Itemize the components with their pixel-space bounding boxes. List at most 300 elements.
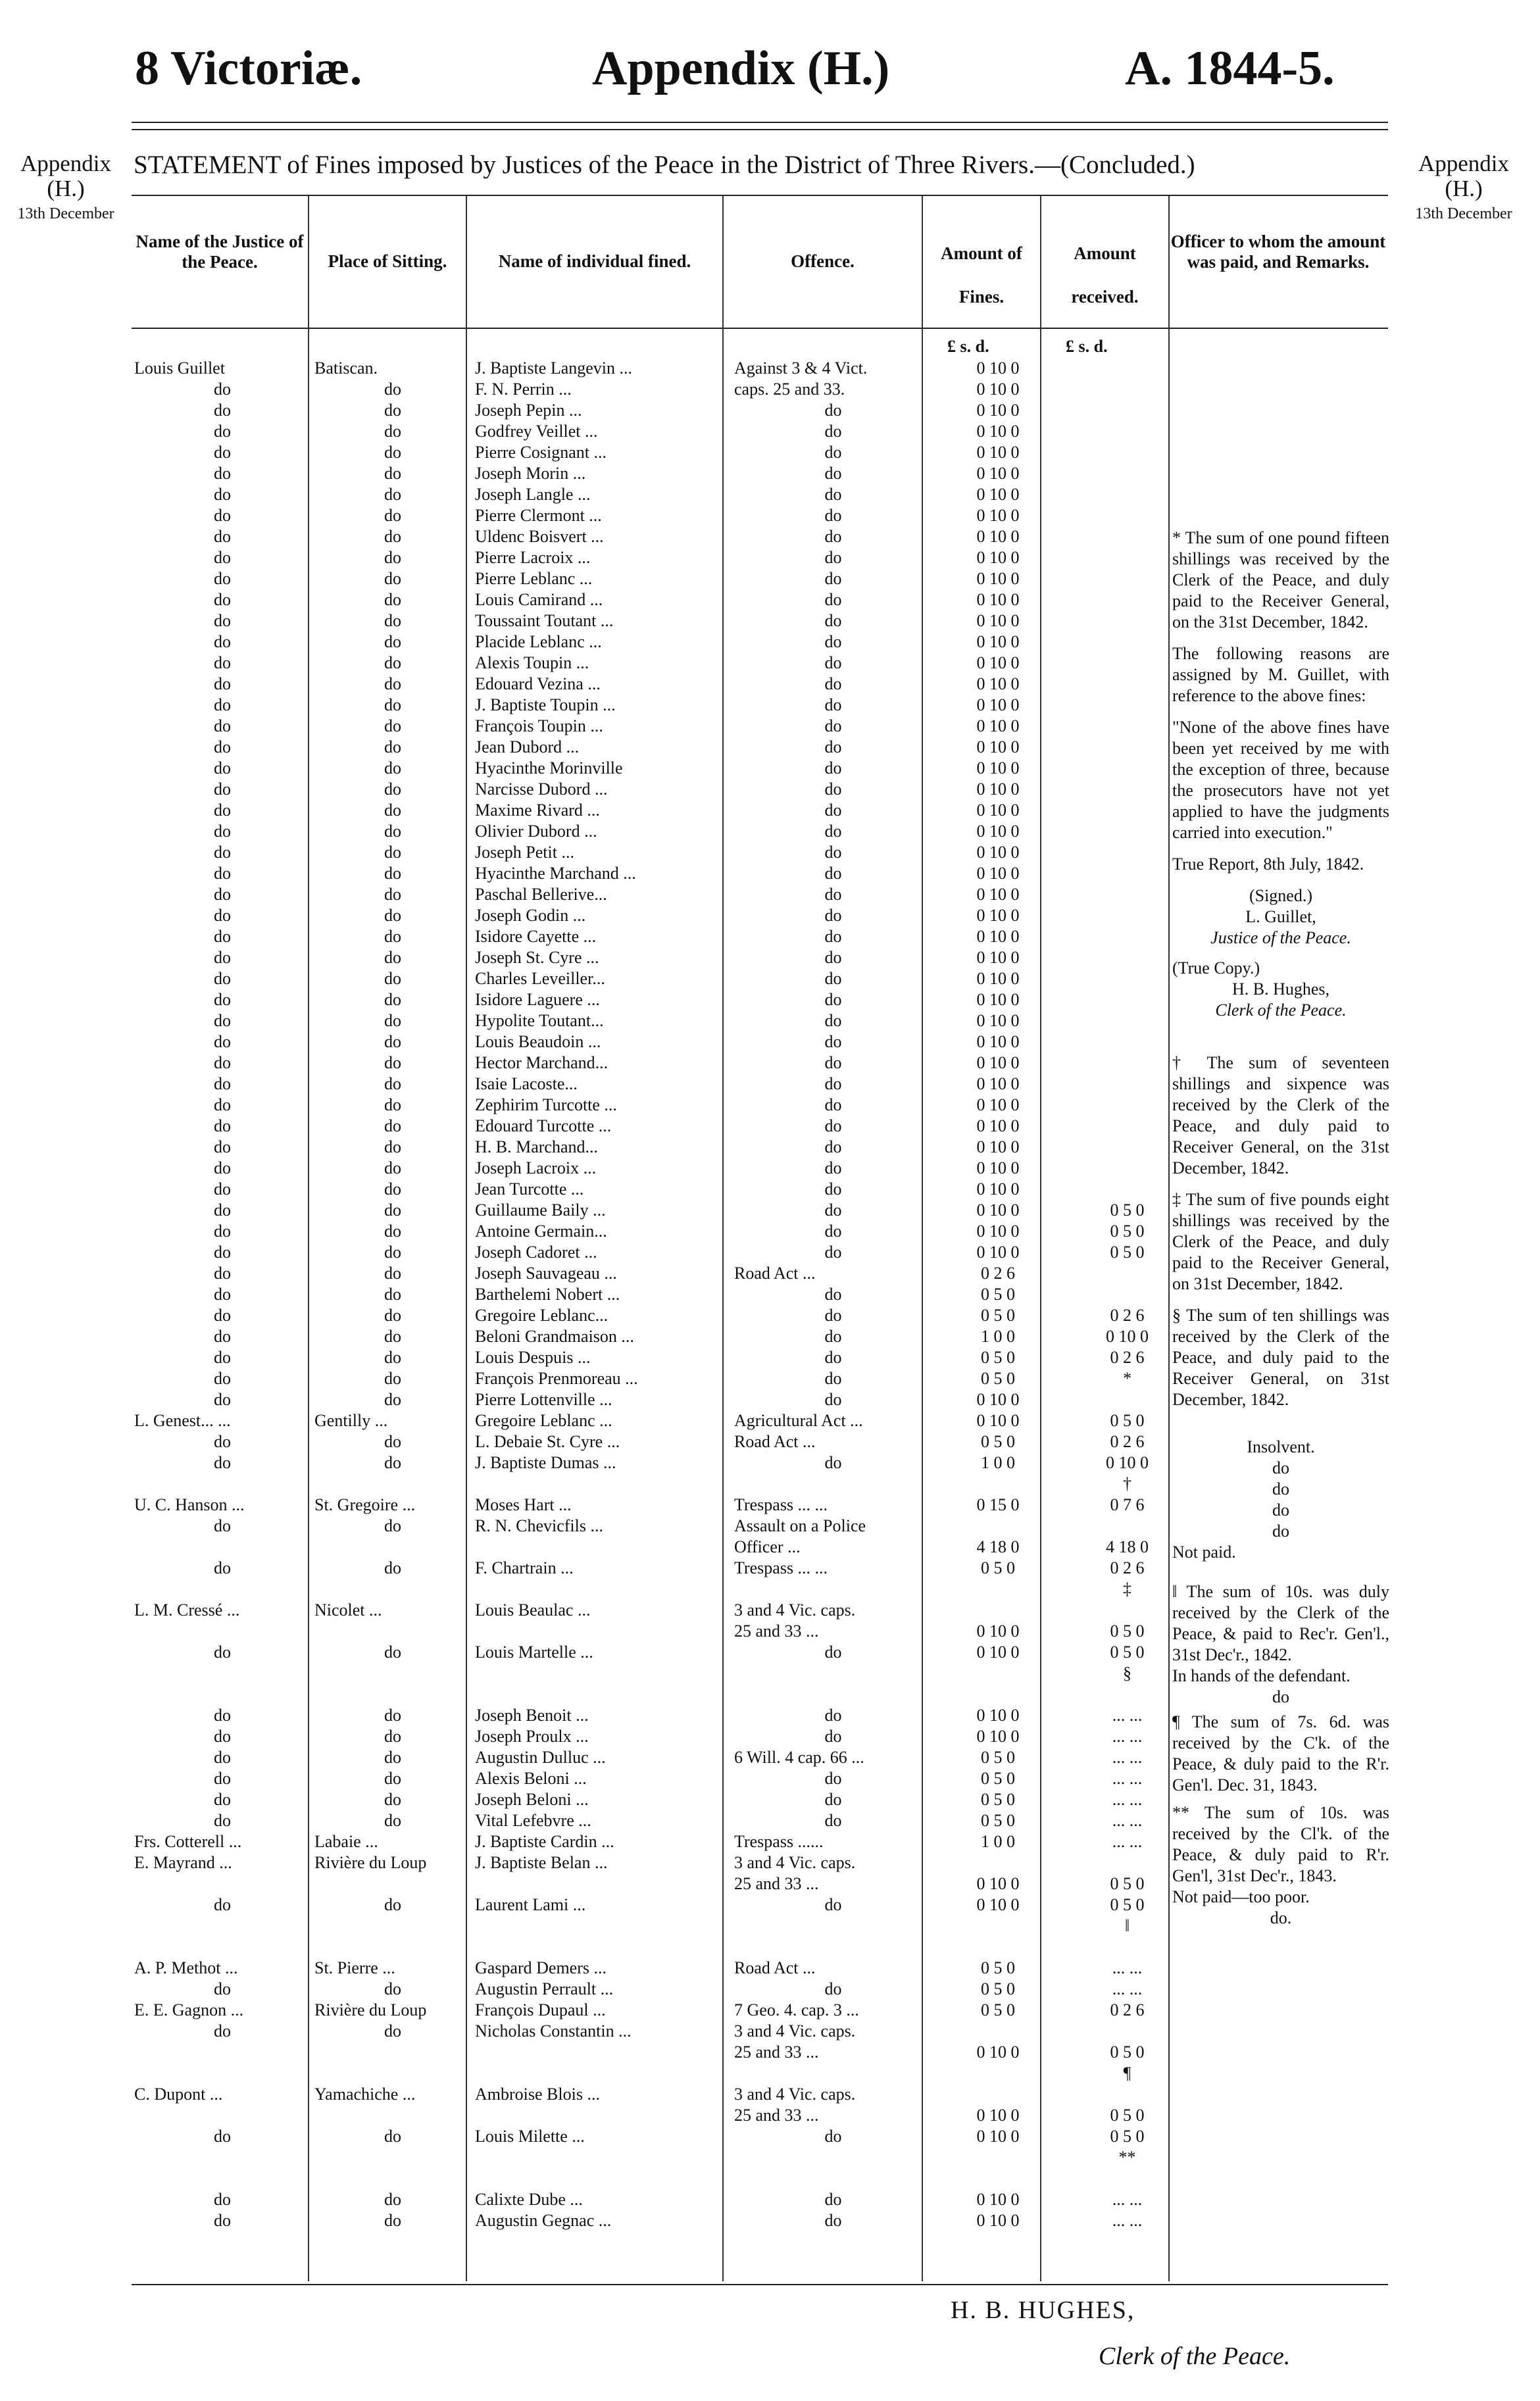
amount-fine-cell: 0 10 0 — [976, 822, 1020, 841]
offence-cell: do — [824, 653, 842, 672]
justice-cell — [132, 1473, 310, 1495]
amount-received-cell: † — [1123, 1474, 1131, 1493]
offence-cell: do — [824, 527, 842, 546]
table-row — [132, 884, 1191, 905]
amount-fine-cell: 0 10 0 — [976, 401, 1020, 420]
offence-cell — [730, 1937, 932, 1958]
place-cell: Rivière du Loup — [314, 2000, 427, 2019]
offence-cell: do — [824, 801, 842, 820]
justice-cell: do — [214, 1032, 231, 1051]
amount-received-cell: ... ... — [1112, 1727, 1143, 1746]
place-cell: do — [384, 927, 401, 946]
offence-cell: do — [824, 1095, 842, 1114]
table-row — [132, 1916, 1191, 1937]
offence-cell: 3 and 4 Vic. caps. — [734, 1600, 856, 1620]
table-row — [132, 400, 1191, 421]
col-amount-fines-header: Amount of Fines. — [941, 243, 1022, 307]
table-row — [132, 631, 1191, 653]
table-row — [132, 2147, 1191, 2168]
individual-cell: Joseph Proulx ... — [475, 1727, 589, 1746]
table-row — [132, 1431, 1191, 1452]
place-cell: do — [384, 1979, 401, 1998]
place-cell: do — [384, 1643, 401, 1662]
offence-cell: do — [824, 1706, 842, 1725]
offence-cell: Officer ... — [734, 1537, 801, 1556]
amount-received-cell: 0 2 6 — [1110, 2000, 1145, 2019]
place-cell: Rivière du Loup — [314, 1853, 427, 1872]
table-row — [132, 1558, 1191, 1579]
offence-cell: do — [824, 1769, 842, 1788]
amount-fine-cell: 0 5 0 — [981, 1285, 1015, 1304]
signature-name: H. B. HUGHES, — [951, 2296, 1135, 2324]
justice-cell: do — [214, 695, 231, 714]
individual-cell: Moses Hart ... — [475, 1495, 572, 1514]
individual-cell: Edouard Vezina ... — [475, 674, 601, 693]
table-row — [132, 526, 1191, 547]
individual-cell: Hypolite Toutant... — [475, 1011, 604, 1030]
amount-fine-cell: 0 10 0 — [976, 885, 1020, 904]
place-cell: do — [384, 716, 401, 735]
justice-cell: do — [214, 1769, 231, 1788]
amount-fine-cell: 0 10 0 — [976, 1643, 1020, 1662]
amount-fine-cell: 1 0 0 — [981, 1327, 1015, 1346]
offence-cell: do — [824, 632, 842, 651]
individual-cell — [471, 1916, 730, 1937]
offence-cell: do — [824, 2127, 842, 2146]
table-row — [132, 1726, 1191, 1747]
justice-cell: do — [214, 780, 231, 799]
individual-cell: L. Debaie St. Cyre ... — [475, 1432, 620, 1451]
amount-received-cell — [1064, 2084, 1191, 2105]
remark-note: The following reasons are assigned by M. Guillet, with reference to the above fines: — [1172, 644, 1389, 705]
amount-received-cell: ... ... — [1112, 1790, 1143, 1809]
place-cell: do — [384, 1137, 401, 1156]
individual-cell — [471, 1473, 730, 1495]
amount-fine-cell: 0 10 0 — [976, 906, 1020, 925]
individual-cell: Augustin Gegnac ... — [475, 2211, 612, 2230]
amount-received-cell: * — [1123, 1369, 1131, 1388]
offence-cell: caps. 25 and 33. — [734, 380, 845, 399]
justice-cell: do — [214, 990, 231, 1009]
table-row — [132, 2168, 1191, 2189]
justice-cell: do — [214, 1095, 231, 1114]
header-rule-2 — [132, 129, 1388, 130]
justice-cell: do — [214, 758, 231, 778]
amount-received-cell — [1064, 442, 1191, 463]
individual-cell: Beloni Grandmaison ... — [475, 1327, 634, 1346]
table-row — [132, 653, 1191, 674]
offence-cell: do — [824, 1979, 842, 1998]
side-h-label: (H.) — [1445, 176, 1483, 201]
amount-fine-cell: 0 10 0 — [976, 1053, 1020, 1072]
justice-cell: do — [214, 1074, 231, 1093]
justice-cell: do — [214, 1432, 231, 1451]
amount-fine-cell: 4 18 0 — [976, 1537, 1020, 1556]
amount-fine-cell: 0 5 0 — [981, 1369, 1015, 1388]
individual-cell: Maxime Rivard ... — [475, 801, 600, 820]
table-row — [132, 2084, 1191, 2105]
individual-cell: Calixte Dube ... — [475, 2190, 583, 2209]
amount-fine-cell: 0 10 0 — [976, 569, 1020, 588]
offence-cell: do — [824, 506, 842, 525]
individual-cell: Joseph St. Cyre ... — [475, 948, 599, 967]
table-row — [132, 2042, 1191, 2063]
table-row — [132, 1894, 1191, 1916]
offence-cell: do — [824, 401, 842, 420]
offence-cell: do — [824, 695, 842, 714]
remark-note: ** The sum of 10s. was received by the Cl'k. of the Peace, & duly paid to R'r. Gen'l, 31st Dec'r., 1843. — [1172, 1803, 1389, 1885]
place-cell: do — [384, 885, 401, 904]
place-cell: do — [384, 548, 401, 567]
amount-fine-cell: 0 10 0 — [976, 1074, 1020, 1093]
amount-fine-cell — [932, 2147, 1064, 2168]
amount-received-cell — [1064, 505, 1191, 526]
remark-note: § The sum of ten shillings was received by the Clerk of the Peace, and duly paid to the Receiver General, on 31st December, 1842. — [1172, 1306, 1389, 1409]
individual-cell: Louis Beaudoin ... — [475, 1032, 601, 1051]
justice-cell: do — [214, 1811, 231, 1830]
place-cell: do — [384, 1453, 401, 1472]
amount-fine-cell — [932, 1600, 1064, 1621]
amount-received-cell: 0 5 0 — [1110, 1895, 1145, 1914]
table-row — [132, 442, 1191, 463]
remark-note: ‖ The sum of 10s. was duly received by the Clerk of the Peace, & paid to Rec'r. Gen'l., 31st Dec'r., 1842. — [1172, 1582, 1389, 1664]
justice-cell: do — [214, 801, 231, 820]
justice-cell — [132, 2147, 310, 2168]
offence-cell: do — [824, 2190, 842, 2209]
remark-note: Clerk of the Peace. — [1215, 1001, 1347, 1020]
table-row — [132, 1516, 1191, 1537]
table-row — [132, 379, 1191, 400]
individual-cell — [471, 2042, 730, 2063]
place-cell: do — [384, 758, 401, 778]
justice-cell: do — [214, 927, 231, 946]
side-date: 13th December — [17, 205, 114, 222]
amount-fine-cell — [932, 1684, 1064, 1705]
individual-cell: Toussaint Toutant ... — [475, 611, 614, 630]
remark-note: † The sum of seventeen shillings and sixpence was received by the Clerk of the Peace, and duly paid to Receiver General, on the 31st December, 1842. — [1172, 1053, 1389, 1177]
offence-cell: do — [824, 611, 842, 630]
individual-cell: F. Chartrain ... — [475, 1558, 574, 1577]
remark-note: Insolvent. — [1247, 1437, 1315, 1456]
amount-fine-cell: 0 10 0 — [976, 359, 1020, 378]
offence-cell — [730, 1473, 932, 1495]
remark-note: do — [1272, 1522, 1289, 1541]
place-cell — [310, 1937, 471, 1958]
amount-fine-cell — [932, 1473, 1064, 1495]
place-cell: do — [384, 674, 401, 693]
table-row — [132, 1831, 1191, 1852]
offence-cell: do — [824, 948, 842, 967]
place-cell: do — [384, 1264, 401, 1283]
amount-fine-cell: 0 10 0 — [976, 1158, 1020, 1177]
offence-cell: Trespass ...... — [734, 1832, 824, 1851]
individual-cell — [471, 2168, 730, 2189]
amount-fine-cell: 0 10 0 — [976, 1179, 1020, 1199]
amount-fine-cell: 0 10 0 — [976, 422, 1020, 441]
individual-cell: François Toupin ... — [475, 716, 603, 735]
offence-cell: do — [824, 1200, 842, 1220]
justice-cell: Louis Guillet — [134, 359, 225, 378]
justice-cell: do — [214, 2127, 231, 2146]
justice-cell: do — [214, 1327, 231, 1346]
amount-received-cell: ... ... — [1112, 1958, 1143, 1977]
amount-fine-cell: 0 10 0 — [976, 864, 1020, 883]
place-cell: do — [384, 695, 401, 714]
amount-fine-cell: 0 10 0 — [976, 1137, 1020, 1156]
offence-cell: do — [824, 969, 842, 988]
individual-cell: Augustin Dulluc ... — [475, 1748, 606, 1767]
offence-cell: do — [824, 422, 842, 441]
offence-cell: do — [824, 569, 842, 588]
justice-cell: E. E. Gagnon ... — [134, 2000, 244, 2019]
table-row — [132, 863, 1191, 884]
amount-fine-cell: 0 10 0 — [976, 969, 1020, 988]
place-cell: do — [384, 422, 401, 441]
justice-cell: do — [214, 822, 231, 841]
place-cell: Nicolet ... — [314, 1600, 382, 1620]
individual-cell: Vital Lefebvre ... — [475, 1811, 591, 1830]
place-cell: do — [384, 527, 401, 546]
justice-cell: E. Mayrand ... — [134, 1853, 232, 1872]
remark-note: do — [1272, 1687, 1289, 1706]
place-cell: do — [384, 380, 401, 399]
justice-cell: do — [214, 548, 231, 567]
table-row — [132, 1873, 1191, 1894]
individual-cell: Hector Marchand... — [475, 1053, 609, 1072]
place-cell: do — [384, 2190, 401, 2209]
amount-fine-cell: 0 10 0 — [976, 464, 1020, 483]
place-cell: do — [384, 1011, 401, 1030]
table-row — [132, 2189, 1191, 2210]
amount-received-cell — [1064, 484, 1191, 505]
justice-cell: do — [214, 1053, 231, 1072]
offence-cell: Against 3 & 4 Vict. — [734, 359, 868, 378]
amount-received-cell — [1064, 400, 1191, 421]
table-row — [132, 421, 1191, 442]
individual-cell: Barthelemi Nobert ... — [475, 1285, 620, 1304]
table-row — [132, 695, 1191, 716]
col-justice-header: Name of the Justice of the Peace. — [136, 232, 304, 272]
amount-fine-cell: 0 5 0 — [981, 1558, 1015, 1577]
place-cell: do — [384, 1116, 401, 1135]
place-cell — [310, 1621, 471, 1642]
amount-received-cell — [1064, 421, 1191, 442]
offence-cell: 25 and 33 ... — [734, 2106, 819, 2125]
individual-cell: Antoine Germain... — [475, 1222, 607, 1241]
individual-cell: R. N. Chevicfils ... — [475, 1516, 603, 1535]
amount-fine-cell: 0 10 0 — [976, 695, 1020, 714]
table-row — [132, 484, 1191, 505]
amount-received-cell — [1064, 463, 1191, 484]
individual-cell: Alexis Beloni ... — [475, 1769, 587, 1788]
header-year: A. 1844-5. — [1125, 41, 1335, 95]
amount-fine-cell — [932, 1516, 1064, 1537]
justice-cell — [132, 1916, 310, 1937]
remark-note: "None of the above fines have been yet received by me with the exception of three, because the prosecutors have not yet applied to have the judgments carried into execution." — [1172, 718, 1389, 842]
offence-cell: 25 and 33 ... — [734, 1621, 819, 1641]
offence-cell: do — [824, 1453, 842, 1472]
offence-cell: do — [824, 843, 842, 862]
amount-fine-cell: 0 10 0 — [976, 1116, 1020, 1135]
table-row — [132, 2126, 1191, 2147]
table-row — [132, 2000, 1191, 2021]
offence-cell: do — [824, 1179, 842, 1199]
place-cell: do — [384, 843, 401, 862]
table-row — [132, 1389, 1191, 1410]
individual-cell: Alexis Toupin ... — [475, 653, 589, 672]
place-cell: do — [384, 1516, 401, 1535]
table-row — [132, 1747, 1191, 1768]
offence-cell: do — [824, 1390, 842, 1409]
justice-cell — [132, 1663, 310, 1684]
amount-fine-cell: 0 5 0 — [981, 1811, 1015, 1830]
place-cell: do — [384, 864, 401, 883]
amount-fine-cell: 0 10 0 — [976, 2106, 1020, 2125]
offence-cell: Road Act ... — [734, 1958, 816, 1977]
place-cell: do — [384, 1327, 401, 1346]
offence-cell: do — [824, 1011, 842, 1030]
place-cell: do — [384, 1369, 401, 1388]
justice-cell: do — [214, 969, 231, 988]
remark-note: do — [1272, 1458, 1289, 1477]
amount-received-cell: 0 5 0 — [1110, 1222, 1145, 1241]
table-row — [132, 1031, 1191, 1052]
place-cell — [310, 1916, 471, 1937]
individual-cell: François Prenmoreau ... — [475, 1369, 638, 1388]
justice-cell: do — [214, 1222, 231, 1241]
offence-cell: do — [824, 822, 842, 841]
individual-cell: Guillaume Baily ... — [475, 1200, 606, 1220]
justice-cell: do — [214, 1137, 231, 1156]
offence-cell: do — [824, 1643, 842, 1662]
statement-title: STATEMENT of Fines imposed by Justices of the Peace in the District of Three Rivers.—(Concluded.) — [134, 151, 1195, 179]
amount-fine-cell: 0 10 0 — [976, 2211, 1020, 2230]
amount-received-cell — [1064, 379, 1191, 400]
offence-cell: do — [824, 443, 842, 462]
justice-cell: do — [214, 737, 231, 756]
individual-cell: Edouard Turcotte ... — [475, 1116, 612, 1135]
table-row — [132, 1937, 1191, 1958]
justice-cell: do — [214, 1200, 231, 1220]
table-row — [132, 1137, 1191, 1158]
remark-note: True Report, 8th July, 1842. — [1172, 854, 1364, 874]
justice-cell: do — [214, 1643, 231, 1662]
offence-cell: do — [824, 864, 842, 883]
header-session: 8 Victoriæ. — [135, 41, 362, 95]
amount-fine-cell: 0 10 0 — [976, 1032, 1020, 1051]
individual-cell: Hyacinthe Marchand ... — [475, 864, 636, 883]
table-row — [132, 989, 1191, 1010]
amount-received-cell: ** — [1118, 2148, 1136, 2167]
individual-cell: Pierre Cosignant ... — [475, 443, 607, 462]
amount-fine-cell: 0 10 0 — [976, 843, 1020, 862]
individual-cell — [471, 1663, 730, 1684]
individual-cell: Joseph Petit ... — [475, 843, 574, 862]
table-row — [132, 821, 1191, 842]
amount-received-cell: ... ... — [1112, 1769, 1143, 1788]
offence-cell: Road Act ... — [734, 1432, 816, 1451]
offence-cell: do — [824, 1348, 842, 1367]
individual-cell — [471, 1937, 730, 1958]
amount-fine-cell: 0 10 0 — [976, 1727, 1020, 1746]
remark-note: L. Guillet, — [1245, 907, 1316, 926]
offence-cell: 3 and 4 Vic. caps. — [734, 1853, 856, 1872]
amount-received-cell: 0 5 0 — [1110, 2127, 1145, 2146]
amount-received-cell: § — [1123, 1664, 1131, 1683]
offence-cell: 25 and 33 ... — [734, 1874, 819, 1893]
amount-fine-cell: 0 10 0 — [976, 1390, 1020, 1409]
offence-cell: 3 and 4 Vic. caps. — [734, 2085, 856, 2104]
individual-cell: Gregoire Leblanc ... — [475, 1411, 612, 1430]
justice-cell: do — [214, 906, 231, 925]
place-cell — [310, 1473, 471, 1495]
justice-cell: do — [214, 1748, 231, 1767]
amount-received-cell: ... ... — [1112, 1748, 1143, 1767]
justice-cell: do — [214, 1011, 231, 1030]
individual-cell: Pierre Clermont ... — [475, 506, 602, 525]
individual-cell: F. N. Perrin ... — [475, 380, 572, 399]
offence-cell: do — [824, 1369, 842, 1388]
amount-fine-cell — [932, 1937, 1064, 1958]
individual-cell: Laurent Lami ... — [475, 1895, 586, 1914]
table-row — [132, 1958, 1191, 1979]
amount-fine-cell: 0 10 0 — [976, 1706, 1020, 1725]
table-bottom-rule — [132, 2284, 1388, 2285]
col-place-header: Place of Sitting. — [328, 251, 447, 271]
place-cell: do — [384, 443, 401, 462]
place-cell: do — [384, 1032, 401, 1051]
individual-cell: Joseph Pepin ... — [475, 401, 582, 420]
amount-fine-cell: 0 10 0 — [976, 1895, 1020, 1914]
offence-cell: do — [824, 1895, 842, 1914]
individual-cell: J. Baptiste Cardin ... — [475, 1832, 614, 1851]
justice-cell: do — [214, 1179, 231, 1199]
individual-cell: Joseph Lacroix ... — [475, 1158, 597, 1177]
table-row — [132, 1852, 1191, 1873]
justice-cell: C. Dupont ... — [134, 2085, 223, 2104]
justice-cell — [132, 2105, 310, 2126]
amount-fine-cell: 0 10 0 — [976, 653, 1020, 672]
place-cell: do — [384, 2021, 401, 2041]
justice-cell — [132, 2042, 310, 2063]
amount-fine-cell — [932, 1579, 1064, 1600]
amount-fine-cell: 0 2 6 — [981, 1264, 1015, 1283]
amount-fine-cell: 0 10 0 — [976, 443, 1020, 462]
justice-cell: do — [214, 1264, 231, 1283]
table-row — [132, 1979, 1191, 2000]
offence-cell: do — [824, 1053, 842, 1072]
individual-cell — [471, 1621, 730, 1642]
individual-cell — [471, 1537, 730, 1558]
table-row — [132, 358, 1191, 379]
table-row — [132, 1495, 1191, 1516]
place-cell — [310, 1684, 471, 1705]
individual-cell: Jean Turcotte ... — [475, 1179, 584, 1199]
col-amount-received-header: Amount received. — [1071, 243, 1139, 307]
justice-cell: do — [214, 422, 231, 441]
justice-cell: do — [214, 1306, 231, 1325]
place-cell: do — [384, 1179, 401, 1199]
justice-cell: U. C. Hanson ... — [134, 1495, 245, 1514]
offence-cell: do — [824, 485, 842, 504]
place-cell: do — [384, 969, 401, 988]
justice-cell: do — [214, 2211, 231, 2230]
justice-cell: do — [214, 569, 231, 588]
amount-received-cell: 4 18 0 — [1106, 1537, 1149, 1556]
place-cell: do — [384, 2127, 401, 2146]
currency-header-fines: £ s. d. — [947, 337, 989, 356]
header-appendix: Appendix (H.) — [592, 41, 890, 95]
